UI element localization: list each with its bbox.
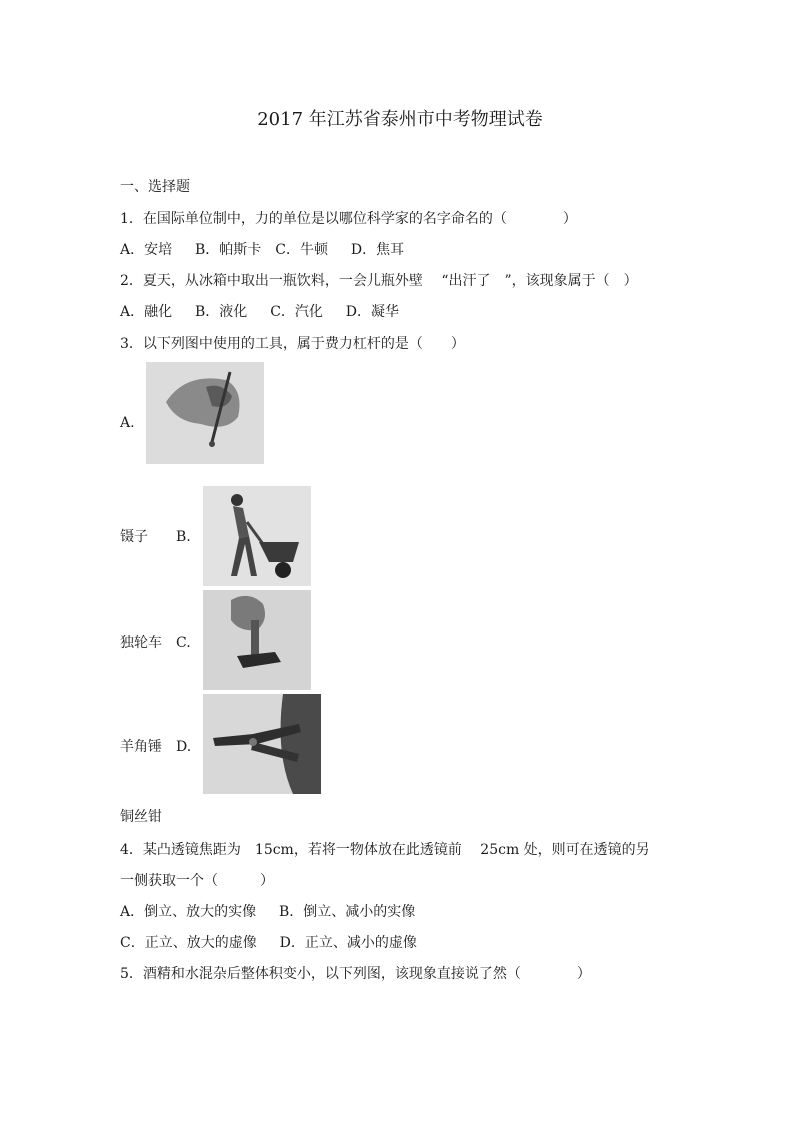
q3-option-d-label: D. bbox=[176, 739, 192, 755]
wheelbarrow-photo bbox=[203, 486, 311, 586]
q3-option-b-label: B. bbox=[176, 529, 191, 545]
q2-options: A．融化 B．液化 C．汽化 D．凝华 bbox=[120, 304, 400, 320]
section-heading: 一、选择题 bbox=[120, 179, 190, 195]
page-title: 2017 年江苏省泰州市中考物理试卷 bbox=[257, 109, 543, 130]
q4-options-line1: A．倒立、放大的实像 B．倒立、减小的实像 bbox=[120, 904, 416, 920]
q3-row-d-caption: 羊角锤 bbox=[120, 739, 162, 755]
q3-row-c-caption: 独轮车 bbox=[120, 635, 162, 651]
tweezers-photo bbox=[146, 362, 264, 464]
q1-stem: 1．在国际单位制中，力的单位是以哪位科学家的名字命名的（ ） bbox=[120, 211, 577, 227]
q3-stem: 3．以下列图中使用的工具，属于费力杠杆的是（ ） bbox=[120, 336, 465, 352]
q5-stem: 5．酒精和水混杂后整体积变小，以下列图，该现象直接说了然（ ） bbox=[120, 966, 591, 982]
q1-options: A．安培 B．帕斯卡 C．牛顿 D．焦耳 bbox=[120, 242, 405, 258]
hammer-photo bbox=[203, 590, 311, 690]
q3-row-b-caption: 镊子 bbox=[120, 529, 148, 545]
q3-last-caption: 铜丝钳 bbox=[120, 809, 162, 825]
q3-option-a-label: A. bbox=[120, 415, 135, 431]
q4-stem-line1: 4．某凸透镜焦距为 15cm，若将一物体放在此透镜前 25cm 处，则可在透镜的另 bbox=[120, 842, 650, 858]
q2-stem: 2．夏天，从冰箱中取出一瓶饮料，一会儿瓶外壁 “出汗了 ”，该现象属于（ ） bbox=[120, 273, 638, 289]
q4-options-line2: C．正立、放大的虚像 D．正立、减小的虚像 bbox=[120, 935, 417, 951]
pliers-photo bbox=[203, 694, 321, 794]
q3-option-c-label: C. bbox=[176, 635, 191, 651]
q4-stem-line2: 一侧获取一个（ ） bbox=[120, 873, 274, 889]
